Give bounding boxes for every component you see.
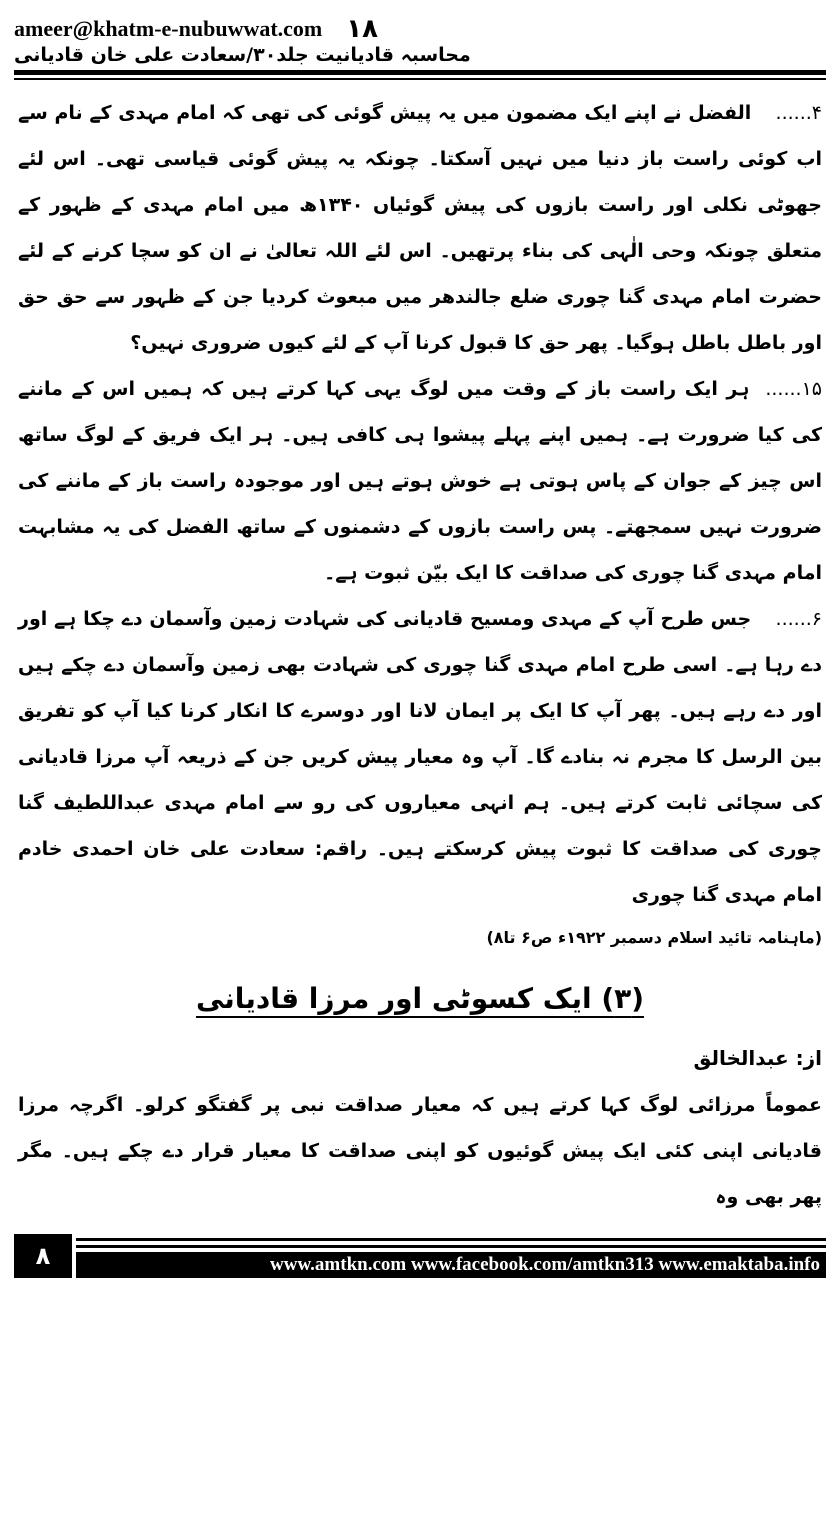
text-line: عموماً مرزائی لوگ کہا کرتے ہیں کہ معیار صداقت نبی پر گفتگو کرلو۔ اگرچہ [69, 1094, 822, 1116]
footer-rule [76, 1245, 826, 1248]
header-email: ameer@khatm-e-nubuwwat.com [14, 16, 323, 41]
header-rule-thick [14, 70, 826, 75]
text-line: مرزا قادیانی اپنی کئی ایک پیش گوئیوں کو اپنی صداقت کا معیار قرار دے چکے ہیں۔ مگر پھر بھی وہ [18, 1094, 822, 1208]
header-book-title: محاسبہ قادیانیت جلد۳۰/سعادت علی خان قادیانی [14, 44, 471, 66]
text-line: صداقت کا ثبوت پیش کرسکتے ہیں۔ راقم: سعادت علی خان احمدی خادم امام مہدی گنا چوری [18, 838, 822, 906]
footer-rule [76, 1238, 826, 1241]
paragraph-number: ۶...... [775, 608, 822, 630]
page-header [14, 14, 826, 66]
page-footer [14, 1234, 826, 1278]
page-body [14, 80, 826, 1220]
paragraph-number: ۱۵...... [765, 378, 822, 400]
section-heading [18, 964, 822, 1034]
text-line: گنا چوری کی صداقت کا ایک بیّن ثبوت ہے۔ [324, 562, 719, 584]
paragraph-number: ۴...... [775, 102, 822, 124]
citation: (ماہنامہ تائید اسلام دسمبر ۱۹۲۲ء ص۶ تا۸) [486, 928, 822, 947]
section-heading-text: (۳) ایک کسوٹی اور مرزا قادیانی [195, 982, 645, 1015]
text-line: راست بازوں کی پیش گوئیاں ۱۳۴۰ھ میں امام مہدی کے ظہور کے متعلق چونکہ وحی الٰہی کی بناء [18, 194, 822, 262]
text-line: آپ کے لئے کیوں ضروری نہیں؟ [130, 332, 409, 354]
text-line: اور دے رہے ہیں۔ پھر آپ کا ایک پر ایمان لانا اور دوسرے کا انکار کرنا کیا آپ کو تفریق [18, 700, 822, 722]
text-line: اور دے رہا ہے۔ اسی طرح امام مہدی گنا چوری کی شہادت بھی زمین وآسمان دے چکے ہیں [18, 608, 822, 676]
paragraph-5 [18, 366, 822, 596]
text-line: پرتھیں۔ اس لئے اللہ تعالیٰ نے ان کو سچا کرنے کے لئے حضرت امام مہدی گنا چوری ضلع [18, 240, 822, 308]
text-line: کے جوان کے پاس ہوتی ہے خوش ہوتے ہیں اور موجودہ راست باز کے ماننے کی ضرورت [18, 470, 822, 538]
paragraph-4 [18, 90, 822, 366]
text-line: الفضل نے اپنے ایک مضمون میں یہ پیش گوئی کی تھی کہ امام مہدی کے نام سے اب [18, 102, 822, 170]
text-line: نہیں سمجھتے۔ پس راست بازوں کے دشمنوں کے ساتھ الفضل کی یہ مشابہت امام مہدی [18, 516, 822, 584]
text-line: بین الرسل کا مجرم نہ بنادے گا۔ آپ وہ معیار پیش کریں جن کے ذریعہ آپ مرزا قادیانی کی [18, 746, 822, 814]
text-line: جس طرح آپ کے مہدی ومسیح قادیانی کی شہادت زمین وآسمان دے چکا ہے [54, 608, 752, 630]
header-page-number: ۱۸ [346, 14, 379, 44]
section-paragraph [18, 1082, 822, 1220]
text-line: کوئی راست باز دنیا میں نہیں آسکتا۔ چونکہ یہ پیش گوئی قیاسی تھی۔ اس لئے جھوٹی نکلی اور [18, 148, 822, 216]
section-author: از: عبدالخالق [693, 1046, 822, 1070]
text-line: جالندھر میں مبعوث کردیا جن کے ظہور سے حق حق اور باطل باطل ہوگیا۔ پھر حق کا قبول کرنا [18, 286, 822, 354]
text-line: کیا ضرورت ہے۔ ہمیں اپنے پہلے پیشوا ہی کافی ہیں۔ ہر ایک فریق کے لوگ ساتھ اس چیز [18, 424, 822, 492]
footer-urls: www.amtkn.com www.facebook.com/amtkn313 www.emaktaba.info [76, 1252, 826, 1278]
paragraph-6 [18, 596, 822, 918]
footer-page-number: ۸ [14, 1234, 72, 1278]
text-line: سچائی ثابت کرتے ہیں۔ ہم انہی معیاروں کی رو سے امام مہدی عبداللطیف گنا چوری کی [18, 792, 822, 860]
header-left [14, 14, 378, 44]
text-line: ہر ایک راست باز کے وقت میں لوگ یہی کہا کرتے ہیں کہ ہمیں اس کے ماننے کی [18, 378, 822, 446]
